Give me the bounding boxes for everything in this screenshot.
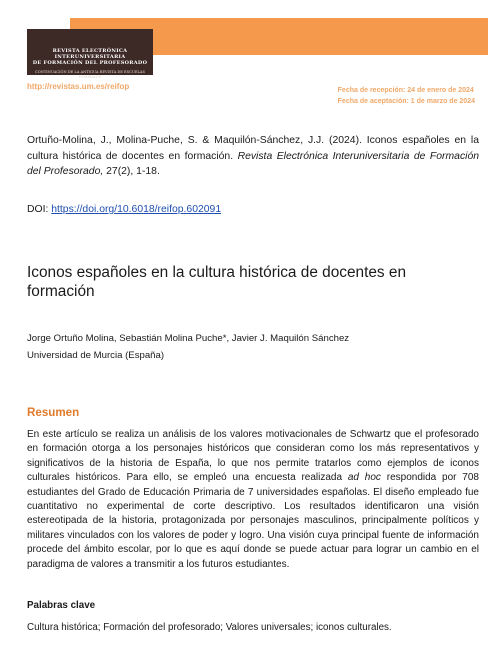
affiliation: Universidad de Murcia (España) xyxy=(27,350,165,361)
doi-link[interactable]: https://doi.org/10.6018/reifop.602091 xyxy=(51,204,222,215)
citation-volume: 27(2), 1-18. xyxy=(103,166,160,177)
abstract-text xyxy=(27,428,479,572)
citation-journal: Revista Electrónica Interuniversitaria de Formación del Profesorado, xyxy=(27,150,480,177)
abstract-heading: Resumen xyxy=(27,406,80,419)
acceptance-date: Fecha de aceptación: 1 de marzo de 2024 xyxy=(337,98,475,105)
reception-date: Fecha de recepción: 24 de enero de 2024 xyxy=(337,87,474,94)
logo-line-1: REVISTA ELECTRÓNICA INTERUNIVERSITARIA xyxy=(52,48,128,60)
journal-url-link[interactable]: http://revistas.um.es/reifop xyxy=(27,82,130,91)
abstract-part-1: En este artículo se realiza un análisis de los valores motivacionales de Schwartz que el profesorado en formación otorga a los personajes históricos que consideran como los más representativos y significativos de la historia de España, lo que nos permite tratarlos como ejemplos de iconos culturales históricos. Para ello, se empleó una encuesta realizada xyxy=(27,429,479,484)
doi-label: DOI: xyxy=(27,204,52,215)
keywords-text: Cultura histórica; Formación del profesorado; Valores universales; iconos culturales. xyxy=(27,622,392,633)
abstract-part-2: respondida por 708 estudiantes del Grado de Educación Primaria de 7 universidades españolas. El diseño empleado fue cuantitativo no experimental de corte descriptivo. Los resultados identificaron una visión estereotipada de la historia, protagonizada por personajes masculinos, principalmente políticos y militares vinculados con los valores de poder y logro. Una visión cuya principal fuente de información procede del ámbito escolar, por lo que es aquí donde se puede actuar para lograr un cambio en el paradigma de valores a transmitir a los futuros estudiantes. xyxy=(27,472,479,570)
dates-block xyxy=(338,85,475,107)
author-block xyxy=(27,330,349,364)
citation xyxy=(27,133,479,180)
authors: Jorge Ortuño Molina, Sebastián Molina Puche*, Javier J. Maquilón Sánchez xyxy=(27,333,350,344)
article-title: Iconos españoles en la cultura histórica de docentes en formación xyxy=(27,264,407,300)
abstract-italic: ad hoc xyxy=(347,472,381,484)
logo-line-2: DE FORMACIÓN DEL PROFESORADO xyxy=(32,60,148,66)
keywords-heading: Palabras clave xyxy=(27,600,96,611)
logo-line-3: CONTINUACIÓN DE LA ANTIGUA REVISTA DE ESCUELAS NORMALES xyxy=(35,70,145,79)
doi xyxy=(27,204,221,215)
citation-authors: Ortuño-Molina, J., Molina-Puche, S. & Maquilón-Sánchez, J.J. (2024). Iconos españoles en la cultura histórica de docentes en formación. xyxy=(27,135,479,162)
journal-logo xyxy=(27,29,153,79)
